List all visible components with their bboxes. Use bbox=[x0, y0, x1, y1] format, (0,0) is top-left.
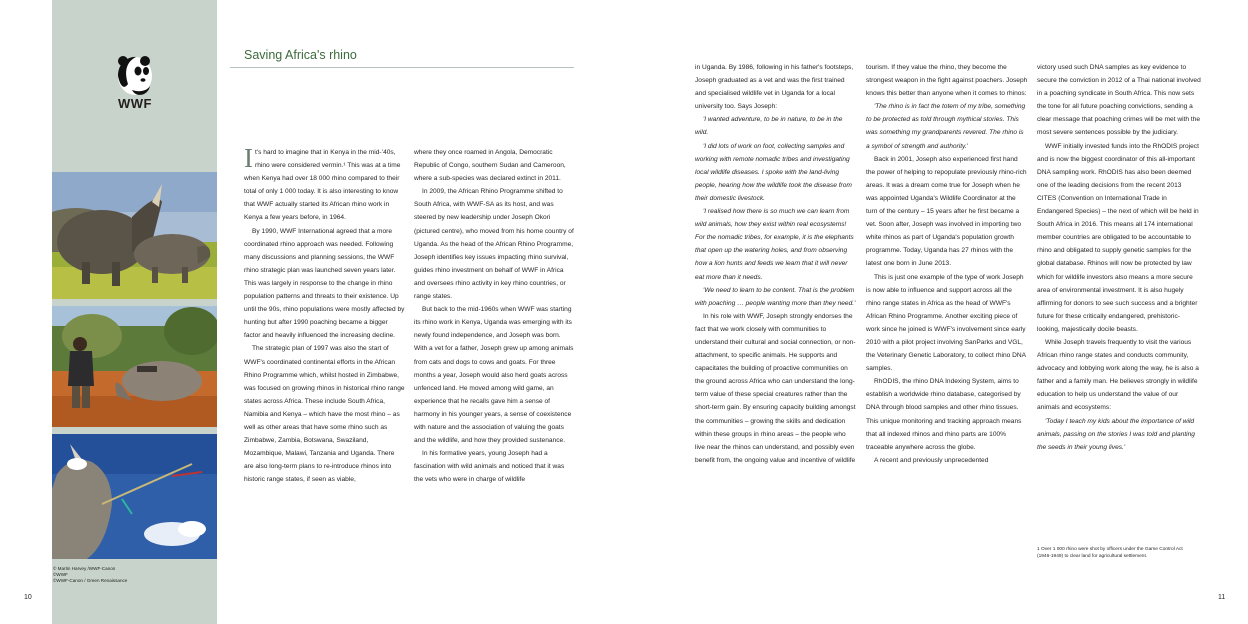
paragraph: In his role with WWF, Joseph strongly endorses the fact that we work closely with communities to understand their cultural and social connection, or non-attachment, to specific animals. He supports and capacitates the building of proactive communities on the ground across Africa who can understand the long-term value of these special creatures rather than the short-term gain. By ensuring capacity building amongst the communities – growing the skills and dedication within these groups in rhino areas – the people who live near the rhinos can understand, and possibly even benefit from, the ongoing value and incentive of wildlife bbox=[695, 312, 856, 464]
paragraph-text: t's hard to imagine that in Kenya in the mid-’40s, rhino were considered vermin.¹ This was at a time when Kenya had over 18 000 rhino compared to their total of only 1 000 today. It is also interesting to know that WWF actually started its African rhino work in Kenya a few years before, in 1964. bbox=[244, 149, 401, 222]
quote-paragraph: 'Today I teach my kids about the importance of wild animals, passing on the stories I was told and planting the seeds in their young lives.' bbox=[1037, 417, 1195, 451]
text-column-3 bbox=[695, 61, 857, 467]
paragraph: While Joseph travels frequently to visit the various African rhino range states and conducts community, advocacy and lobbying work along the way, he is also a father and a family man. He believes strongly in wildlife education to help us understand the value of our animals and ecosystems: bbox=[1037, 338, 1199, 412]
rhino-rope-sky-photo bbox=[52, 434, 217, 559]
paragraph: The strategic plan of 1997 was also the start of WWF's coordinated continental efforts in the African Rhino Programme which, whilst hosted in Zimbabwe, was focused on growing rhinos in historical rhino range states across Africa. These include South Africa, Namibia and Kenya – which have the most rhino – as well as other areas that have some rhino such as Zimbabwe, Zambia, Botswana, Swaziland, Mozambique, Malawi, Tanzania and Uganda. There are also long-term plans to re-introduce rhinos into historic range states, if seen as viable, bbox=[244, 345, 405, 484]
footnote: 1 Over 1 000 rhino were shot by officers under the Game Control Act (1946-1949) to clear land for agricultural settlement. bbox=[1037, 547, 1183, 559]
right-page-number: 11 bbox=[1218, 594, 1226, 601]
wwf-logo-text: WWF bbox=[118, 96, 152, 111]
paragraph: tourism. If they value the rhino, they become the strongest weapon in the fight against poachers. Joseph knows this better than anyone when it comes to rhinos: bbox=[866, 64, 1028, 98]
quote-paragraph: 'We need to learn to be content. That is the problem with poaching … people wanting more than they need.' bbox=[695, 286, 856, 307]
page-title: Saving Africa's rhino bbox=[244, 48, 357, 62]
paragraph: A recent and previously unprecedented bbox=[874, 456, 989, 464]
paragraph: In 2009, the African Rhino Programme shifted to South Africa, with WWF-SA as its host, and was steered by new leadership under Joseph Okori (pictured centre), who moved from his home country of Uganda. As the head of the African Rhino Programme, Joseph identifies key issues impacting rhino survival, guides rhino investment on behalf of WWF in Africa and oversees rhino activity in key rhino countries, or range states. bbox=[414, 188, 574, 301]
paragraph: By 1990, WWF International agreed that a more coordinated rhino approach was needed. Following many discussions and planning sessions, the WWF rhino strategic plan was launched seven years later. This was largely in response to the change in rhino population patterns and threats to their existence. Up until the 90s, rhino populations were mostly affected by hunting but after 1990 poaching became a bigger factor and heavily influenced the increasing decline. bbox=[244, 227, 405, 340]
photo-credit-line: ©WWF bbox=[53, 572, 68, 577]
quote-paragraph: 'The rhino is in fact the totem of my tribe, something to be protected as told through mythical stories. This was something my grandparents revered. The rhino is a symbol of strength and authority.' bbox=[866, 103, 1026, 150]
paragraph: Back in 2001, Joseph also experienced first hand the power of helping to repopulate previously rhino-rich areas. It was a dream come true for Joseph when he was appointed Uganda's Wildlife Coordinator at the turn of the century – 15 years after he first became a vet. Soon after, Joseph was involved in importing two white rhinos as part of Uganda's population growth programme. Today, Uganda has 27 rhinos with the latest one born in June 2013. bbox=[866, 155, 1027, 268]
paragraph: In his formative years, young Joseph had a fascination with wild animals and noticed that it was the vets who were in charge of wildlife bbox=[414, 450, 565, 484]
paragraph bbox=[244, 143, 405, 225]
photo-credits bbox=[53, 566, 127, 584]
text-column-4 bbox=[866, 61, 1028, 467]
text-column-1 bbox=[244, 143, 405, 486]
paragraph: where they once roamed in Angola, Democratic Republic of Congo, southern Sudan and Cameroon, where a sub-species was declared extinct in 2011. bbox=[414, 149, 566, 183]
photo-credit-line: ©WWF-Canon / Green Renaissance bbox=[53, 578, 128, 583]
paragraph: This is just one example of the type of work Joseph is now able to influence and support across all the rhino range states in Africa as the head of WWF's African Rhino Programme. Another exciting piece of work since he joined is WWF's involvement since early 2010 with a pilot project involving SanParks and VGL, the Veterinary Genetic Laboratory, to collect rhino DNA samples. bbox=[866, 273, 1026, 373]
paragraph: But back to the mid-1960s when WWF was starting its rhino work in Kenya, Uganda was emerging with its newly found independence, and Joseph was born. With a vet for a father, Joseph grew up among animals from cats and dogs to cows and goats. For three months a year, Joseph would also herd goats across unfenced land. He moved among wild game, an experience that he recalls gave him a sense of harmony in his younger years, a sense of coexistence with nature and the association of valuing the goats and the wildlife, and how they provided sustenance. bbox=[414, 306, 574, 445]
paragraph: victory used such DNA samples as key evidence to secure the conviction in 2012 of a Thai national involved in a poaching syndicate in South Africa. This now sets the tone for all future poaching convictions, sending a clear message that poaching crimes will be met with the most severe sentences possible by the judiciary. bbox=[1037, 64, 1201, 137]
drop-cap: I bbox=[244, 143, 253, 173]
text-column-5 bbox=[1037, 61, 1201, 454]
vet-with-rhino-photo bbox=[52, 306, 217, 427]
photo-credit-line: © Martin Harvey /WWF-Canon bbox=[53, 566, 116, 571]
paragraph: RhODIS, the rhino DNA Indexing System, aims to establish a worldwide rhino database, categorised by DNA through blood samples and other rhino tissues. This unique monitoring and tracking approach means that all indexed rhinos and rhino parts are 100% traceable anywhere across the globe. bbox=[866, 378, 1022, 451]
left-page-number: 10 bbox=[24, 594, 32, 601]
quote-paragraph: 'I realised how there is so much we can learn from wild animals, how they exist within real ecosystems! For the nomadic tribes, for example, it is the elephants that open up the watering holes, and from observing how a lion hunts and feeds we learn that it will never eat more than it needs. bbox=[695, 208, 854, 281]
quote-paragraph: 'I did lots of work on foot, collecting samples and working with remote nomadic tribes and investigating local wildlife diseases. I spoke with the land-living people, hearing how the wildlife took the disease from their domestic livestock. bbox=[695, 142, 852, 202]
quote-paragraph: 'I wanted adventure, to be in nature, to be in the wild. bbox=[695, 116, 843, 137]
title-divider bbox=[230, 67, 574, 68]
rhino-grassland-photo bbox=[52, 172, 217, 299]
paragraph: WWF initially invested funds into the RhODIS project and is now the biggest coordinator of this all-important DNA sampling work. RhODIS has also been deemed one of the leading decisions from the recent 2013 CITES (Convention on International Trade in Endangered Species) – the next of which will be held in South Africa in 2016. This means all 174 international member countries are obligated to be accountable to rhino and obligated to supply genetic samples for the global database. Rhinos will now be protected by law which for wildlife investors also means a more secure area of environmental investment. It is also hugely affirming for donors to see such success and a brighter future for these critically endangered, prehistoric-looking, majestically docile beasts. bbox=[1037, 142, 1199, 333]
text-column-2 bbox=[414, 146, 574, 486]
paragraph: in Uganda. By 1986, following in his father's footsteps, Joseph graduated as a vet and was the first trained and specialised wildlife vet in Uganda for a local university too. Says Joseph: bbox=[695, 64, 854, 111]
